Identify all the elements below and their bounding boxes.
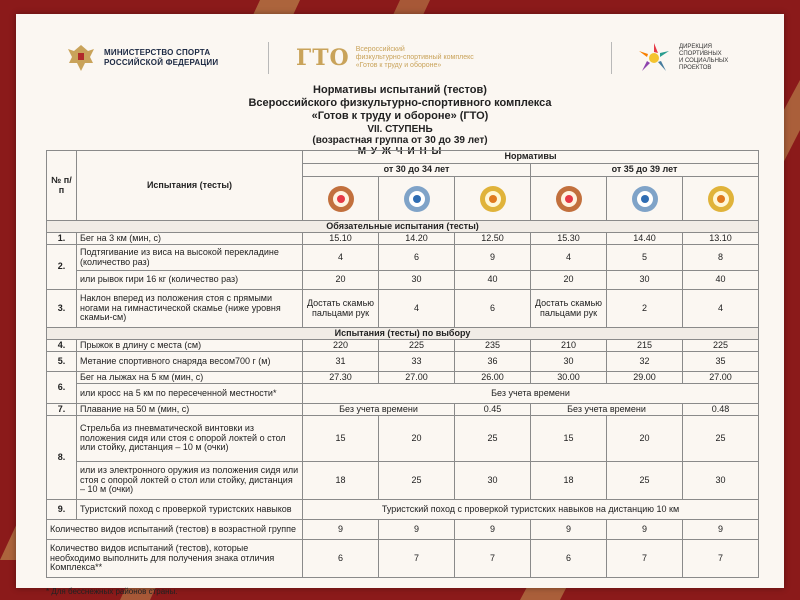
document-page: [16, 14, 784, 596]
bronze-badge-icon: [303, 177, 379, 221]
divider: [268, 42, 269, 74]
norm-value: Достать скамью пальцами рук: [531, 290, 607, 328]
table-row: [47, 372, 759, 384]
age-group-header: от 30 до 34 лет: [303, 164, 531, 177]
table-row: [47, 416, 759, 462]
ministry-logo: [66, 36, 218, 80]
colorful-star-icon: [634, 41, 674, 75]
direction-logo: [634, 36, 728, 80]
row-number: 8.: [47, 416, 77, 500]
norm-value: 6: [455, 290, 531, 328]
norm-value: 8: [683, 245, 759, 271]
test-name: или кросс на 5 км по пересеченной местности*: [77, 384, 303, 404]
norm-value: Без учета времени: [303, 404, 455, 416]
silver-badge-icon: [379, 177, 455, 221]
table-row: [47, 540, 759, 578]
norm-value: 30: [455, 462, 531, 500]
norm-value: 5: [607, 245, 683, 271]
norm-value: 29.00: [607, 372, 683, 384]
norm-value: 20: [531, 271, 607, 290]
norm-value: 30: [683, 462, 759, 500]
norm-value: 15.30: [531, 233, 607, 245]
col-tests-header: Испытания (тесты): [77, 151, 303, 221]
row-number: 9.: [47, 500, 77, 520]
gto-text-line-2: физкультурно-спортивный комплекс: [355, 54, 474, 61]
test-name: Стрельба из пневматической винтовки из положения сидя или стоя с опорой локтей о стол или стойку, дистанция – 10 м (очки): [77, 416, 303, 462]
norm-value: 0.45: [455, 404, 531, 416]
col-norms-header: Нормативы: [303, 151, 759, 164]
norm-value: 6: [531, 540, 607, 578]
norm-value: 4: [303, 245, 379, 271]
norm-value: 30: [607, 271, 683, 290]
gold-badge-icon: [683, 177, 759, 221]
norm-value: 14.20: [379, 233, 455, 245]
row-number: 2.: [47, 245, 77, 290]
norm-value: 32: [607, 352, 683, 372]
table-row: [47, 500, 759, 520]
table-row: [47, 520, 759, 540]
norm-value: 2: [607, 290, 683, 328]
row-number: 5.: [47, 352, 77, 372]
age-group-header: от 35 до 39 лет: [531, 164, 759, 177]
norms-table: [46, 150, 759, 578]
direction-line-3: И СОЦИАЛЬНЫХ: [679, 58, 729, 64]
title-line-1: Нормативы испытаний (тестов): [313, 84, 487, 96]
norm-value: 4: [683, 290, 759, 328]
norm-value: 13.10: [683, 233, 759, 245]
norm-value: 9: [607, 520, 683, 540]
test-name: Плавание на 50 м (мин, с): [77, 404, 303, 416]
age-group-label: (возрастная группа от 30 до 39 лет): [312, 135, 488, 146]
norm-value: 20: [303, 271, 379, 290]
norm-value: Достать скамью пальцами рук: [303, 290, 379, 328]
norm-value: 225: [379, 340, 455, 352]
norm-value: 40: [683, 271, 759, 290]
divider: [611, 42, 612, 74]
gold-badge-icon: [455, 177, 531, 221]
test-name: Бег на 3 км (мин, с): [77, 233, 303, 245]
norm-value: 25: [455, 416, 531, 462]
norm-value: 210: [531, 340, 607, 352]
norm-value: 9: [303, 520, 379, 540]
norm-value: 18: [531, 462, 607, 500]
norm-value: Туристский поход с проверкой туристских навыков на дистанцию 10 км: [303, 500, 759, 520]
page-title: [16, 84, 784, 123]
norm-value: 7: [379, 540, 455, 578]
norm-value: 14.40: [607, 233, 683, 245]
norm-value: 25: [683, 416, 759, 462]
col-num-header: № п/п: [47, 151, 77, 221]
norm-value: Без учета времени: [531, 404, 683, 416]
eagle-emblem-icon: [66, 41, 96, 75]
direction-line-1: ДИРЕКЦИЯ: [679, 44, 712, 50]
gto-logo: [296, 36, 474, 80]
norm-value: 9: [379, 520, 455, 540]
norm-value: 27.30: [303, 372, 379, 384]
norm-value: 225: [683, 340, 759, 352]
norm-value: 25: [379, 462, 455, 500]
test-name: Подтягивание из виса на высокой перекладине (количество раз): [77, 245, 303, 271]
ministry-line-2: РОССИЙСКОЙ ФЕДЕРАЦИИ: [104, 58, 219, 67]
gto-mark: ГТО: [296, 45, 350, 71]
test-name: или из электронного оружия из положения сидя или стоя с опорой локтей о стол или стойку, дистанция – 10 м (очки): [77, 462, 303, 500]
row-number: 6.: [47, 372, 77, 404]
table-row: [47, 245, 759, 271]
direction-line-4: ПРОЕКТОВ: [679, 65, 712, 71]
norm-value: 15.10: [303, 233, 379, 245]
norm-value: 9: [455, 245, 531, 271]
norm-value: 9: [531, 520, 607, 540]
norm-value: 15: [531, 416, 607, 462]
norm-value: 220: [303, 340, 379, 352]
norm-value: 30.00: [531, 372, 607, 384]
section-header: Испытания (тесты) по выбору: [47, 328, 759, 340]
footnote: * Для бесснежных районов страны.: [46, 587, 178, 596]
table-row: [47, 271, 759, 290]
stage-label: VII. СТУПЕНЬ: [367, 124, 433, 135]
direction-line-2: СПОРТИВНЫХ: [679, 51, 722, 57]
norm-value: 0.48: [683, 404, 759, 416]
gto-text-line-1: Всероссийский: [355, 46, 405, 53]
norm-value: 33: [379, 352, 455, 372]
title-line-2: Всероссийского физкультурно-спортивного комплекса: [248, 97, 552, 109]
silver-badge-icon: [607, 177, 683, 221]
norm-value: 6: [303, 540, 379, 578]
norm-value: 18: [303, 462, 379, 500]
row-number: 7.: [47, 404, 77, 416]
table-row: [47, 462, 759, 500]
table-row: [47, 384, 759, 404]
norm-value: 25: [607, 462, 683, 500]
norm-value: 40: [455, 271, 531, 290]
header: [46, 36, 766, 80]
table-row: [47, 404, 759, 416]
gender-label: М У Ж Ч И Н Ы: [357, 146, 443, 157]
norm-value: 20: [379, 416, 455, 462]
row-number: 4.: [47, 340, 77, 352]
norm-value: 9: [683, 520, 759, 540]
norm-value: 7: [607, 540, 683, 578]
table-row: [47, 233, 759, 245]
bronze-badge-icon: [531, 177, 607, 221]
norm-value: 35: [683, 352, 759, 372]
gto-text-line-3: «Готов к труду и обороне»: [355, 62, 442, 69]
test-name: Наклон вперед из положения стоя с прямыми ногами на гимнастической скамье (ниже уровня скамьи-см): [77, 290, 303, 328]
norm-value: 7: [683, 540, 759, 578]
norm-value: 215: [607, 340, 683, 352]
table-row: [47, 352, 759, 372]
norm-value: 7: [455, 540, 531, 578]
test-name: Прыжок в длину с места (см): [77, 340, 303, 352]
norm-value: 20: [607, 416, 683, 462]
row-number: 3.: [47, 290, 77, 328]
norm-value: 31: [303, 352, 379, 372]
norm-value: 27.00: [683, 372, 759, 384]
test-name: или рывок гири 16 кг (количество раз): [77, 271, 303, 290]
norm-value: 12.50: [455, 233, 531, 245]
test-name: Количество видов испытаний (тестов) в возрастной группе: [47, 520, 303, 540]
section-header: Обязательные испытания (тесты): [47, 221, 759, 233]
test-name: Бег на лыжах на 5 км (мин, с): [77, 372, 303, 384]
table-row: [47, 340, 759, 352]
norm-value: Без учета времени: [303, 384, 759, 404]
norm-value: 26.00: [455, 372, 531, 384]
norm-value: 6: [379, 245, 455, 271]
test-name: Количество видов испытаний (тестов), которые необходимо выполнить для получения знака отличия Комплекса**: [47, 540, 303, 578]
title-line-3: «Готов к труду и обороне» (ГТО): [311, 110, 489, 122]
norm-value: 9: [455, 520, 531, 540]
norm-value: 4: [379, 290, 455, 328]
norm-value: 4: [531, 245, 607, 271]
norm-value: 30: [531, 352, 607, 372]
row-number: 1.: [47, 233, 77, 245]
table-row: [47, 290, 759, 328]
norm-value: 36: [455, 352, 531, 372]
norm-value: 15: [303, 416, 379, 462]
norm-value: 27.00: [379, 372, 455, 384]
norm-value: 235: [455, 340, 531, 352]
ministry-line-1: МИНИСТЕРСТВО СПОРТА: [104, 48, 211, 57]
test-name: Туристский поход с проверкой туристских навыков: [77, 500, 303, 520]
test-name: Метание спортивного снаряда весом700 г (м): [77, 352, 303, 372]
norm-value: 30: [379, 271, 455, 290]
